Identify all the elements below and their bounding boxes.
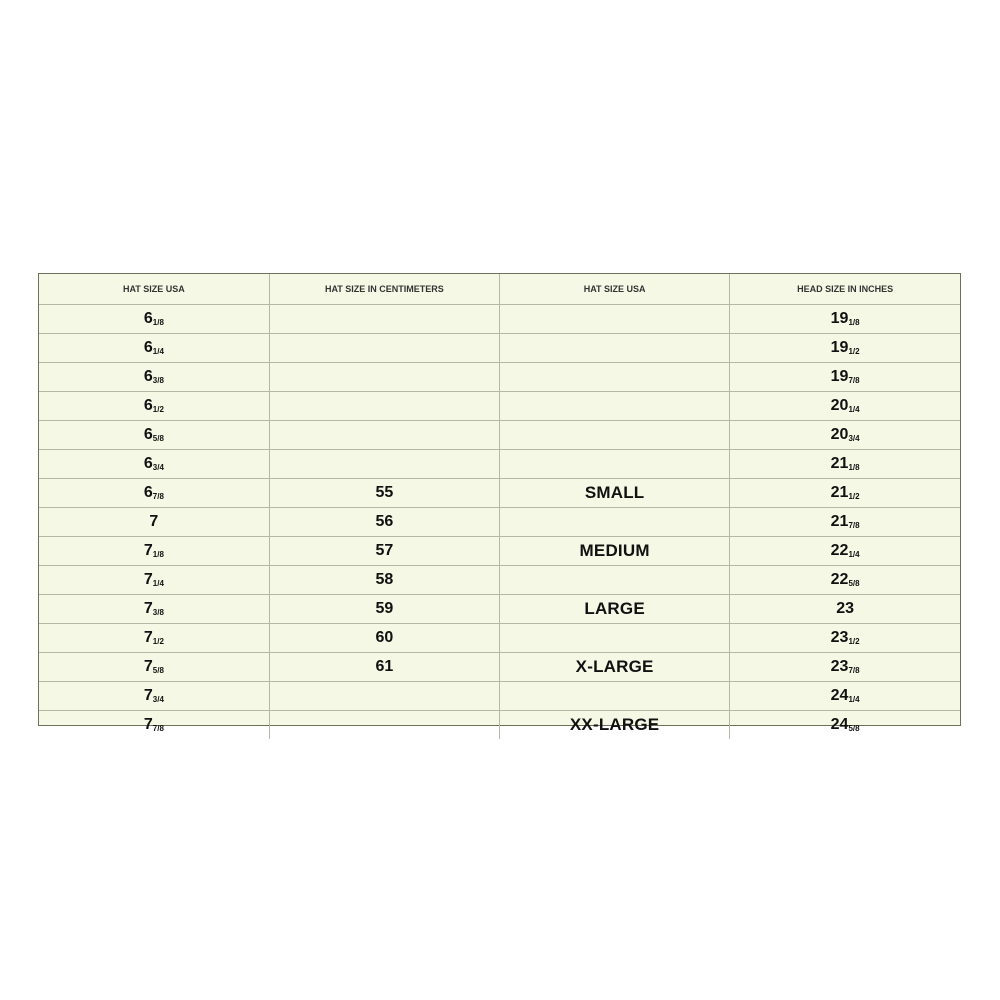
hat-size-fraction: 1/4 bbox=[152, 579, 164, 588]
head-size-whole: 23 bbox=[836, 600, 855, 617]
hat-size-whole: 7 bbox=[143, 629, 153, 646]
table-row bbox=[39, 711, 960, 740]
cell-size-label: LARGE bbox=[500, 595, 730, 624]
table-row bbox=[39, 624, 960, 653]
cell-hat-size-usa bbox=[39, 595, 269, 624]
cell-size-label bbox=[500, 363, 730, 392]
cell-head-size-inches bbox=[730, 508, 960, 537]
head-size-fraction: 3/4 bbox=[848, 434, 860, 443]
head-size-whole: 21 bbox=[830, 484, 849, 501]
cell-head-size-inches bbox=[730, 305, 960, 334]
table-header bbox=[39, 274, 960, 305]
table-body bbox=[39, 305, 960, 740]
hat-size-whole: 6 bbox=[143, 484, 153, 501]
table-row bbox=[39, 653, 960, 682]
hat-size-whole: 6 bbox=[143, 368, 153, 385]
hat-size-whole: 6 bbox=[143, 426, 153, 443]
hat-size-chart bbox=[38, 273, 961, 734]
hat-size-fraction: 7/8 bbox=[152, 724, 164, 733]
cell-hat-size-usa bbox=[39, 392, 269, 421]
head-size-whole: 20 bbox=[830, 426, 849, 443]
head-size-whole: 24 bbox=[830, 716, 849, 733]
cell-head-size-inches bbox=[730, 595, 960, 624]
cell-size-label bbox=[500, 624, 730, 653]
cell-head-size-inches bbox=[730, 392, 960, 421]
cell-size-label bbox=[500, 421, 730, 450]
cell-hat-size-centimeters bbox=[269, 421, 499, 450]
head-size-whole: 24 bbox=[830, 687, 849, 704]
table-row bbox=[39, 334, 960, 363]
cell-size-label bbox=[500, 508, 730, 537]
cell-size-label bbox=[500, 450, 730, 479]
cell-hat-size-usa bbox=[39, 508, 269, 537]
cell-hat-size-centimeters: 60 bbox=[269, 624, 499, 653]
cell-hat-size-usa bbox=[39, 682, 269, 711]
cell-hat-size-centimeters bbox=[269, 363, 499, 392]
cell-hat-size-centimeters bbox=[269, 450, 499, 479]
table-row bbox=[39, 508, 960, 537]
table-row bbox=[39, 450, 960, 479]
hat-size-whole: 6 bbox=[143, 397, 153, 414]
cell-head-size-inches bbox=[730, 711, 960, 740]
cell-head-size-inches bbox=[730, 653, 960, 682]
cell-size-label: MEDIUM bbox=[500, 537, 730, 566]
table-row bbox=[39, 595, 960, 624]
head-size-whole: 23 bbox=[830, 629, 849, 646]
cell-hat-size-usa bbox=[39, 450, 269, 479]
cell-head-size-inches bbox=[730, 421, 960, 450]
header-row bbox=[39, 274, 960, 305]
head-size-whole: 21 bbox=[830, 455, 849, 472]
cell-head-size-inches bbox=[730, 624, 960, 653]
head-size-fraction: 1/4 bbox=[848, 405, 860, 414]
head-size-whole: 20 bbox=[830, 397, 849, 414]
cell-size-label: SMALL bbox=[500, 479, 730, 508]
cell-size-label bbox=[500, 566, 730, 595]
hat-size-fraction: 5/8 bbox=[152, 434, 164, 443]
head-size-whole: 23 bbox=[830, 658, 849, 675]
table-row bbox=[39, 566, 960, 595]
cell-hat-size-centimeters: 61 bbox=[269, 653, 499, 682]
head-size-fraction: 7/8 bbox=[848, 666, 860, 675]
head-size-fraction: 1/4 bbox=[848, 550, 860, 559]
hat-size-whole: 6 bbox=[143, 455, 153, 472]
table-row bbox=[39, 421, 960, 450]
hat-size-fraction: 7/8 bbox=[152, 492, 164, 501]
table-row bbox=[39, 682, 960, 711]
cell-size-label: X-LARGE bbox=[500, 653, 730, 682]
cell-head-size-inches bbox=[730, 334, 960, 363]
table-row bbox=[39, 392, 960, 421]
hat-size-fraction: 5/8 bbox=[152, 666, 164, 675]
cell-hat-size-centimeters bbox=[269, 305, 499, 334]
head-size-fraction: 5/8 bbox=[848, 579, 860, 588]
head-size-fraction: 1/2 bbox=[848, 637, 860, 646]
head-size-fraction: 1/4 bbox=[848, 695, 860, 704]
cell-head-size-inches bbox=[730, 682, 960, 711]
cell-hat-size-usa bbox=[39, 363, 269, 392]
cell-hat-size-centimeters bbox=[269, 334, 499, 363]
head-size-fraction: 1/8 bbox=[848, 463, 860, 472]
hat-size-whole: 7 bbox=[143, 658, 153, 675]
hat-size-whole: 6 bbox=[143, 339, 153, 356]
cell-head-size-inches bbox=[730, 450, 960, 479]
cell-head-size-inches bbox=[730, 537, 960, 566]
cell-hat-size-usa bbox=[39, 566, 269, 595]
header-hat-size-centimeters: HAT SIZE IN CENTIMETERS bbox=[269, 274, 499, 305]
cell-head-size-inches bbox=[730, 566, 960, 595]
cell-head-size-inches bbox=[730, 363, 960, 392]
head-size-whole: 19 bbox=[830, 310, 849, 327]
cell-size-label bbox=[500, 305, 730, 334]
cell-hat-size-centimeters: 56 bbox=[269, 508, 499, 537]
cell-head-size-inches bbox=[730, 479, 960, 508]
hat-size-fraction: 3/4 bbox=[152, 463, 164, 472]
head-size-fraction: 7/8 bbox=[848, 521, 860, 530]
cell-hat-size-usa bbox=[39, 305, 269, 334]
table-row bbox=[39, 363, 960, 392]
header-hat-size-usa-label: HAT SIZE USA bbox=[500, 274, 730, 305]
hat-size-fraction: 1/8 bbox=[152, 550, 164, 559]
cell-hat-size-centimeters: 58 bbox=[269, 566, 499, 595]
cell-hat-size-usa bbox=[39, 653, 269, 682]
hat-size-fraction: 1/2 bbox=[152, 405, 164, 414]
cell-hat-size-usa bbox=[39, 711, 269, 740]
hat-size-whole: 7 bbox=[143, 542, 153, 559]
table-row bbox=[39, 479, 960, 508]
hat-size-whole: 7 bbox=[143, 600, 153, 617]
table-row bbox=[39, 305, 960, 334]
cell-hat-size-centimeters: 55 bbox=[269, 479, 499, 508]
header-hat-size-usa: HAT SIZE USA bbox=[39, 274, 269, 305]
cell-hat-size-usa bbox=[39, 624, 269, 653]
cell-hat-size-centimeters: 57 bbox=[269, 537, 499, 566]
hat-size-table bbox=[39, 274, 960, 739]
cell-size-label: XX-LARGE bbox=[500, 711, 730, 740]
cell-size-label bbox=[500, 334, 730, 363]
cell-hat-size-usa bbox=[39, 537, 269, 566]
hat-size-fraction: 1/4 bbox=[152, 347, 164, 356]
hat-size-whole: 6 bbox=[143, 310, 153, 327]
cell-hat-size-centimeters bbox=[269, 392, 499, 421]
hat-size-whole: 7 bbox=[149, 513, 159, 530]
hat-size-whole: 7 bbox=[143, 687, 153, 704]
head-size-whole: 19 bbox=[830, 368, 849, 385]
head-size-fraction: 1/2 bbox=[848, 492, 860, 501]
head-size-fraction: 7/8 bbox=[848, 376, 860, 385]
hat-size-fraction: 1/2 bbox=[152, 637, 164, 646]
hat-size-fraction: 1/8 bbox=[152, 318, 164, 327]
hat-size-fraction: 3/8 bbox=[152, 376, 164, 385]
cell-hat-size-centimeters bbox=[269, 682, 499, 711]
head-size-whole: 22 bbox=[830, 542, 849, 559]
head-size-whole: 21 bbox=[830, 513, 849, 530]
table-row bbox=[39, 537, 960, 566]
cell-hat-size-usa bbox=[39, 421, 269, 450]
head-size-fraction: 1/2 bbox=[848, 347, 860, 356]
cell-hat-size-usa bbox=[39, 334, 269, 363]
head-size-fraction: 5/8 bbox=[848, 724, 860, 733]
cell-hat-size-usa bbox=[39, 479, 269, 508]
hat-size-fraction: 3/4 bbox=[152, 695, 164, 704]
head-size-whole: 22 bbox=[830, 571, 849, 588]
hat-size-whole: 7 bbox=[143, 571, 153, 588]
cell-hat-size-centimeters: 59 bbox=[269, 595, 499, 624]
hat-size-fraction: 3/8 bbox=[152, 608, 164, 617]
hat-size-whole: 7 bbox=[143, 716, 153, 733]
cell-size-label bbox=[500, 682, 730, 711]
cell-size-label bbox=[500, 392, 730, 421]
head-size-fraction: 1/8 bbox=[848, 318, 860, 327]
header-head-size-inches: HEAD SIZE IN INCHES bbox=[730, 274, 960, 305]
head-size-whole: 19 bbox=[830, 339, 849, 356]
cell-hat-size-centimeters bbox=[269, 711, 499, 740]
